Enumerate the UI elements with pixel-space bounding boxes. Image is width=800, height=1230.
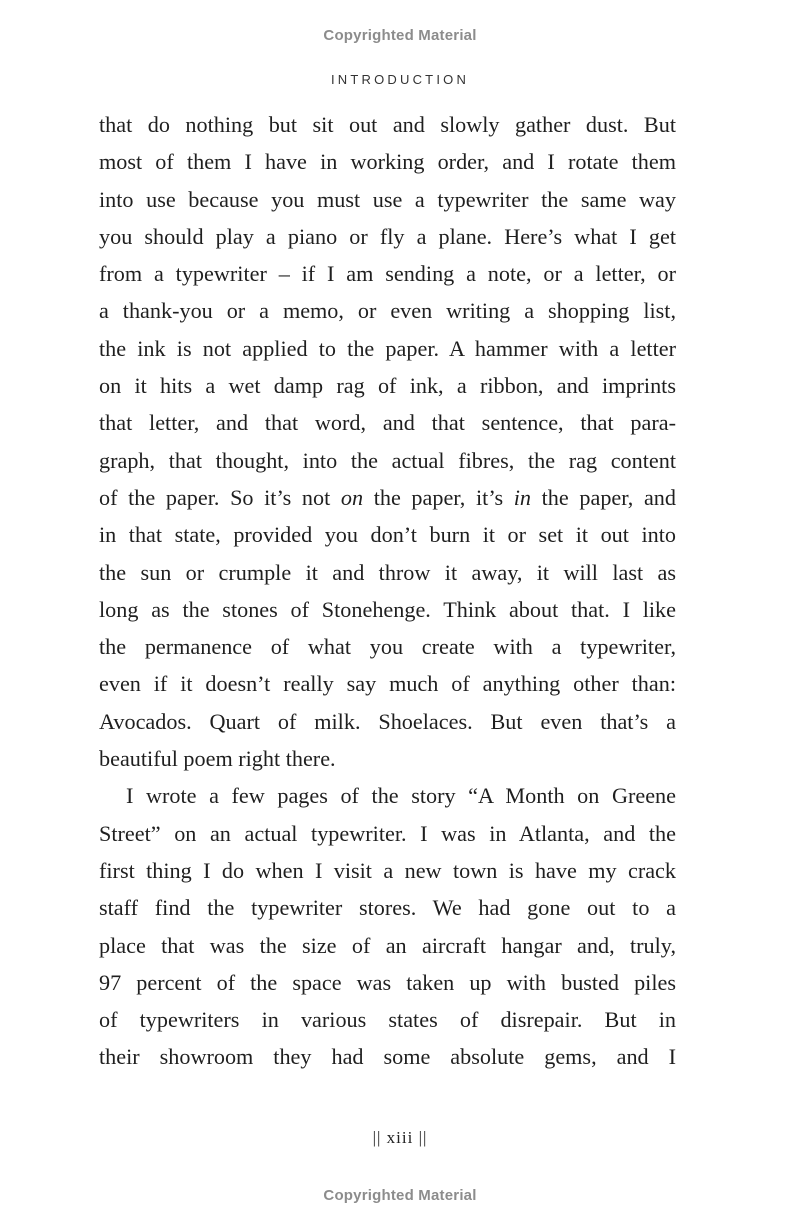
text-fragment: of the paper. So it’s not [99,484,341,510]
text-line-with-italics [99,479,676,516]
text-line: that do nothing but sit out and slowly gather dust. But [99,112,676,137]
page-number: || xiii || [372,1128,428,1147]
copyright-watermark-top: Copyrighted Material [323,27,477,44]
text-line: most of them I have in working order, and I rotate them [99,149,676,175]
paragraph-2 [99,777,676,1075]
text-line: the ink is not applied to the paper. A hammer with a letter [99,335,676,361]
text-line: graph, that thought, into the actual fibres, the rag content [99,447,676,473]
text-fragment: the paper, and [531,484,676,510]
text-line: Avocados. Quart of milk. Shoelaces. But even that’s a [99,708,676,734]
text-line: their showroom they had some absolute gems, and I [99,1044,676,1070]
text-line: the sun or crumple it and throw it away, it will last as [99,559,676,585]
text-fragment: the paper, it’s [363,484,514,510]
text-line: that letter, and that word, and that sentence, that para- [99,410,676,436]
text-line: 97 percent of the space was taken up with busted piles [99,969,676,995]
text-line: beautiful poem right there. [99,746,336,772]
text-line: first thing I do when I visit a new town is have my crack [99,857,676,883]
copyright-watermark-bottom: Copyrighted Material [323,1187,477,1204]
body-text [99,106,676,1076]
italic-in: in [513,484,532,510]
text-line: in that state, provided you don’t burn it or set it out into [99,522,676,548]
text-line: a thank-you or a memo, or even writing a shopping list, [99,298,676,324]
text-line: long as the stones of Stonehenge. Think about that. I like [99,596,676,622]
text-line: of typewriters in various states of disrepair. But in [99,1007,676,1033]
text-line: I wrote a few pages of the story “A Month on Greene [126,783,676,809]
text-line: even if it doesn’t really say much of anything other than: [99,671,676,697]
running-head: INTRODUCTION [330,72,470,87]
text-line: on it hits a wet damp rag of ink, a ribbon, and imprints [99,373,676,399]
text-line: the permanence of what you create with a typewriter, [99,634,676,660]
italic-on: on [340,484,364,510]
text-line: from a typewriter – if I am sending a note, or a letter, or [99,261,676,287]
paragraph-1 [99,106,676,777]
text-line: Street” on an actual typewriter. I was in Atlanta, and the [99,820,676,846]
text-line: staff find the typewriter stores. We had gone out to a [99,895,676,921]
text-line: into use because you must use a typewriter the same way [99,186,676,212]
text-line: place that was the size of an aircraft hangar and, truly, [99,932,676,958]
text-line: you should play a piano or fly a plane. Here’s what I get [99,223,676,249]
